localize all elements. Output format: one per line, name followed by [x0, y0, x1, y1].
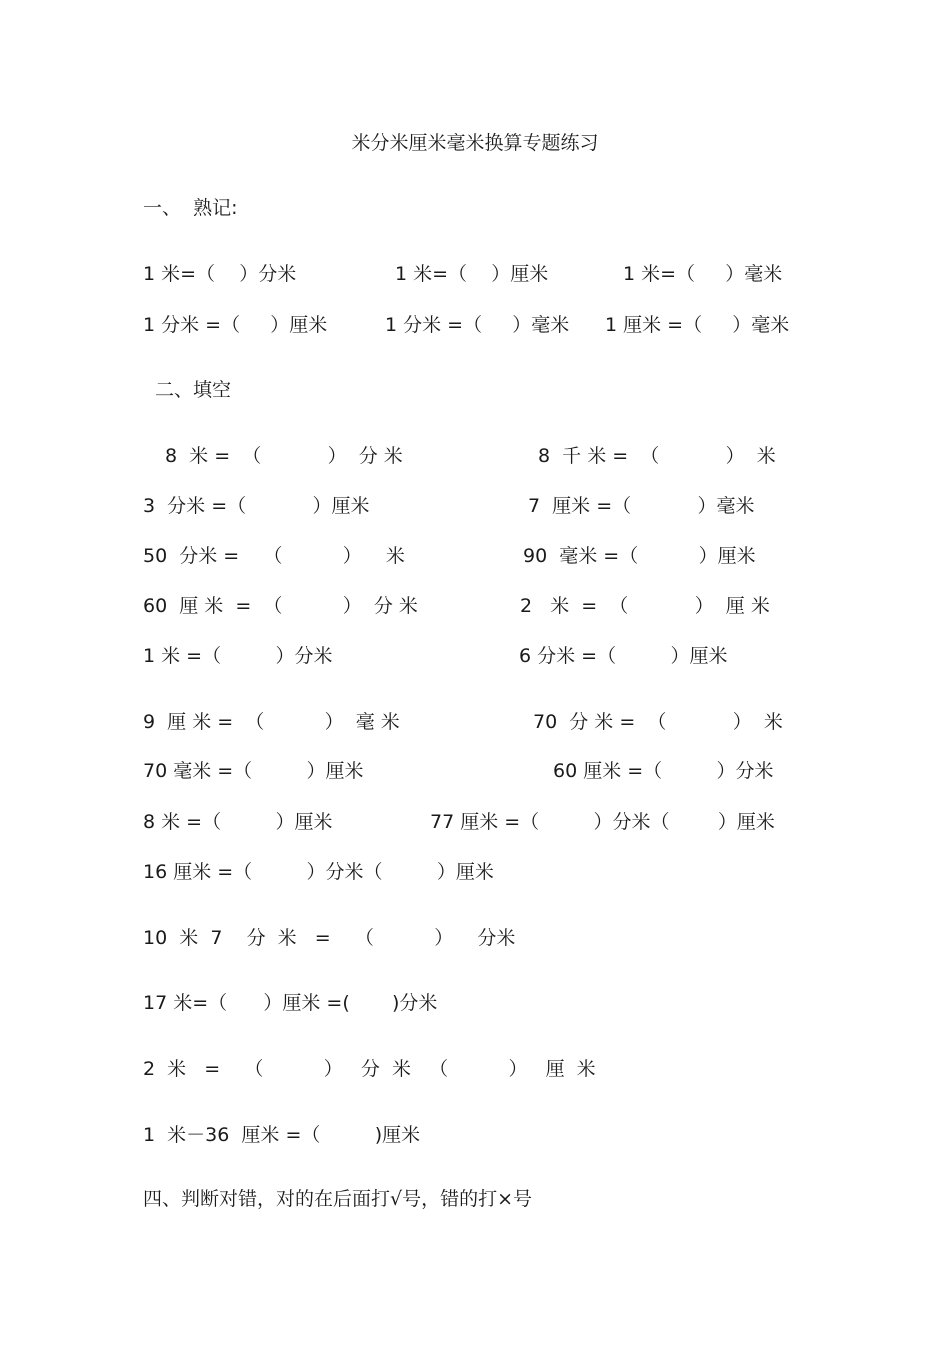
- exercise-item: 60 厘米 =（ ）分米: [553, 760, 774, 782]
- exercise-item: 70 毫米 =（ ）厘米: [143, 760, 364, 782]
- exercise-item: 7 厘米 =（ ）毫米: [528, 495, 755, 517]
- exercise-item: 1 厘米 =（ ）毫米: [605, 314, 790, 336]
- exercise-item: 1 米=（ ）分米: [143, 263, 297, 285]
- exercise-item: 90 毫米 =（ ）厘米: [523, 545, 756, 567]
- exercise-item: 1 米=（ ）厘米: [395, 263, 549, 285]
- exercise-item: 1 分米 =（ ）毫米: [385, 314, 570, 336]
- exercise-item: 1 米=（ ）毫米: [623, 263, 783, 285]
- exercise-item: 2 米 = （ ） 厘 米: [520, 595, 770, 617]
- exercise-item: 1 米－36 厘米 =（ )厘米: [143, 1124, 421, 1146]
- section-4-heading: 四、判断对错，对的在后面打√号，错的打×号: [143, 1188, 533, 1210]
- section-2-heading: 二、填空: [155, 379, 232, 401]
- exercise-item: 10 米 7 分 米 = （ ） 分米: [143, 927, 516, 949]
- exercise-item: 1 分米 =（ ）厘米: [143, 314, 328, 336]
- exercise-item: 50 分米 = （ ） 米: [143, 545, 405, 567]
- section-1-heading: 一、 熟记:: [143, 197, 238, 219]
- exercise-item: 17 米=（ ）厘米 =( )分米: [143, 992, 438, 1014]
- exercise-item: 77 厘米 =（ ）分米（ ）厘米: [430, 811, 775, 833]
- exercise-item: 8 千 米 = （ ） 米: [538, 445, 776, 467]
- exercise-item: 8 米 = （ ） 分 米: [165, 445, 403, 467]
- exercise-item: 1 米 =（ ）分米: [143, 645, 333, 667]
- exercise-item: 60 厘 米 = （ ） 分 米: [143, 595, 418, 617]
- exercise-item: 9 厘 米 = （ ） 毫 米: [143, 711, 400, 733]
- exercise-item: 8 米 =（ ）厘米: [143, 811, 333, 833]
- exercise-item: 6 分米 =（ ）厘米: [519, 645, 728, 667]
- page-title: 米分米厘米毫米换算专题练习: [351, 132, 599, 154]
- exercise-item: 2 米 = （ ） 分 米 （ ） 厘 米: [143, 1058, 596, 1080]
- exercise-item: 3 分米 =（ ）厘米: [143, 495, 370, 517]
- exercise-item: 70 分 米 = （ ） 米: [533, 711, 783, 733]
- exercise-item: 16 厘米 =（ ）分米（ ）厘米: [143, 861, 494, 883]
